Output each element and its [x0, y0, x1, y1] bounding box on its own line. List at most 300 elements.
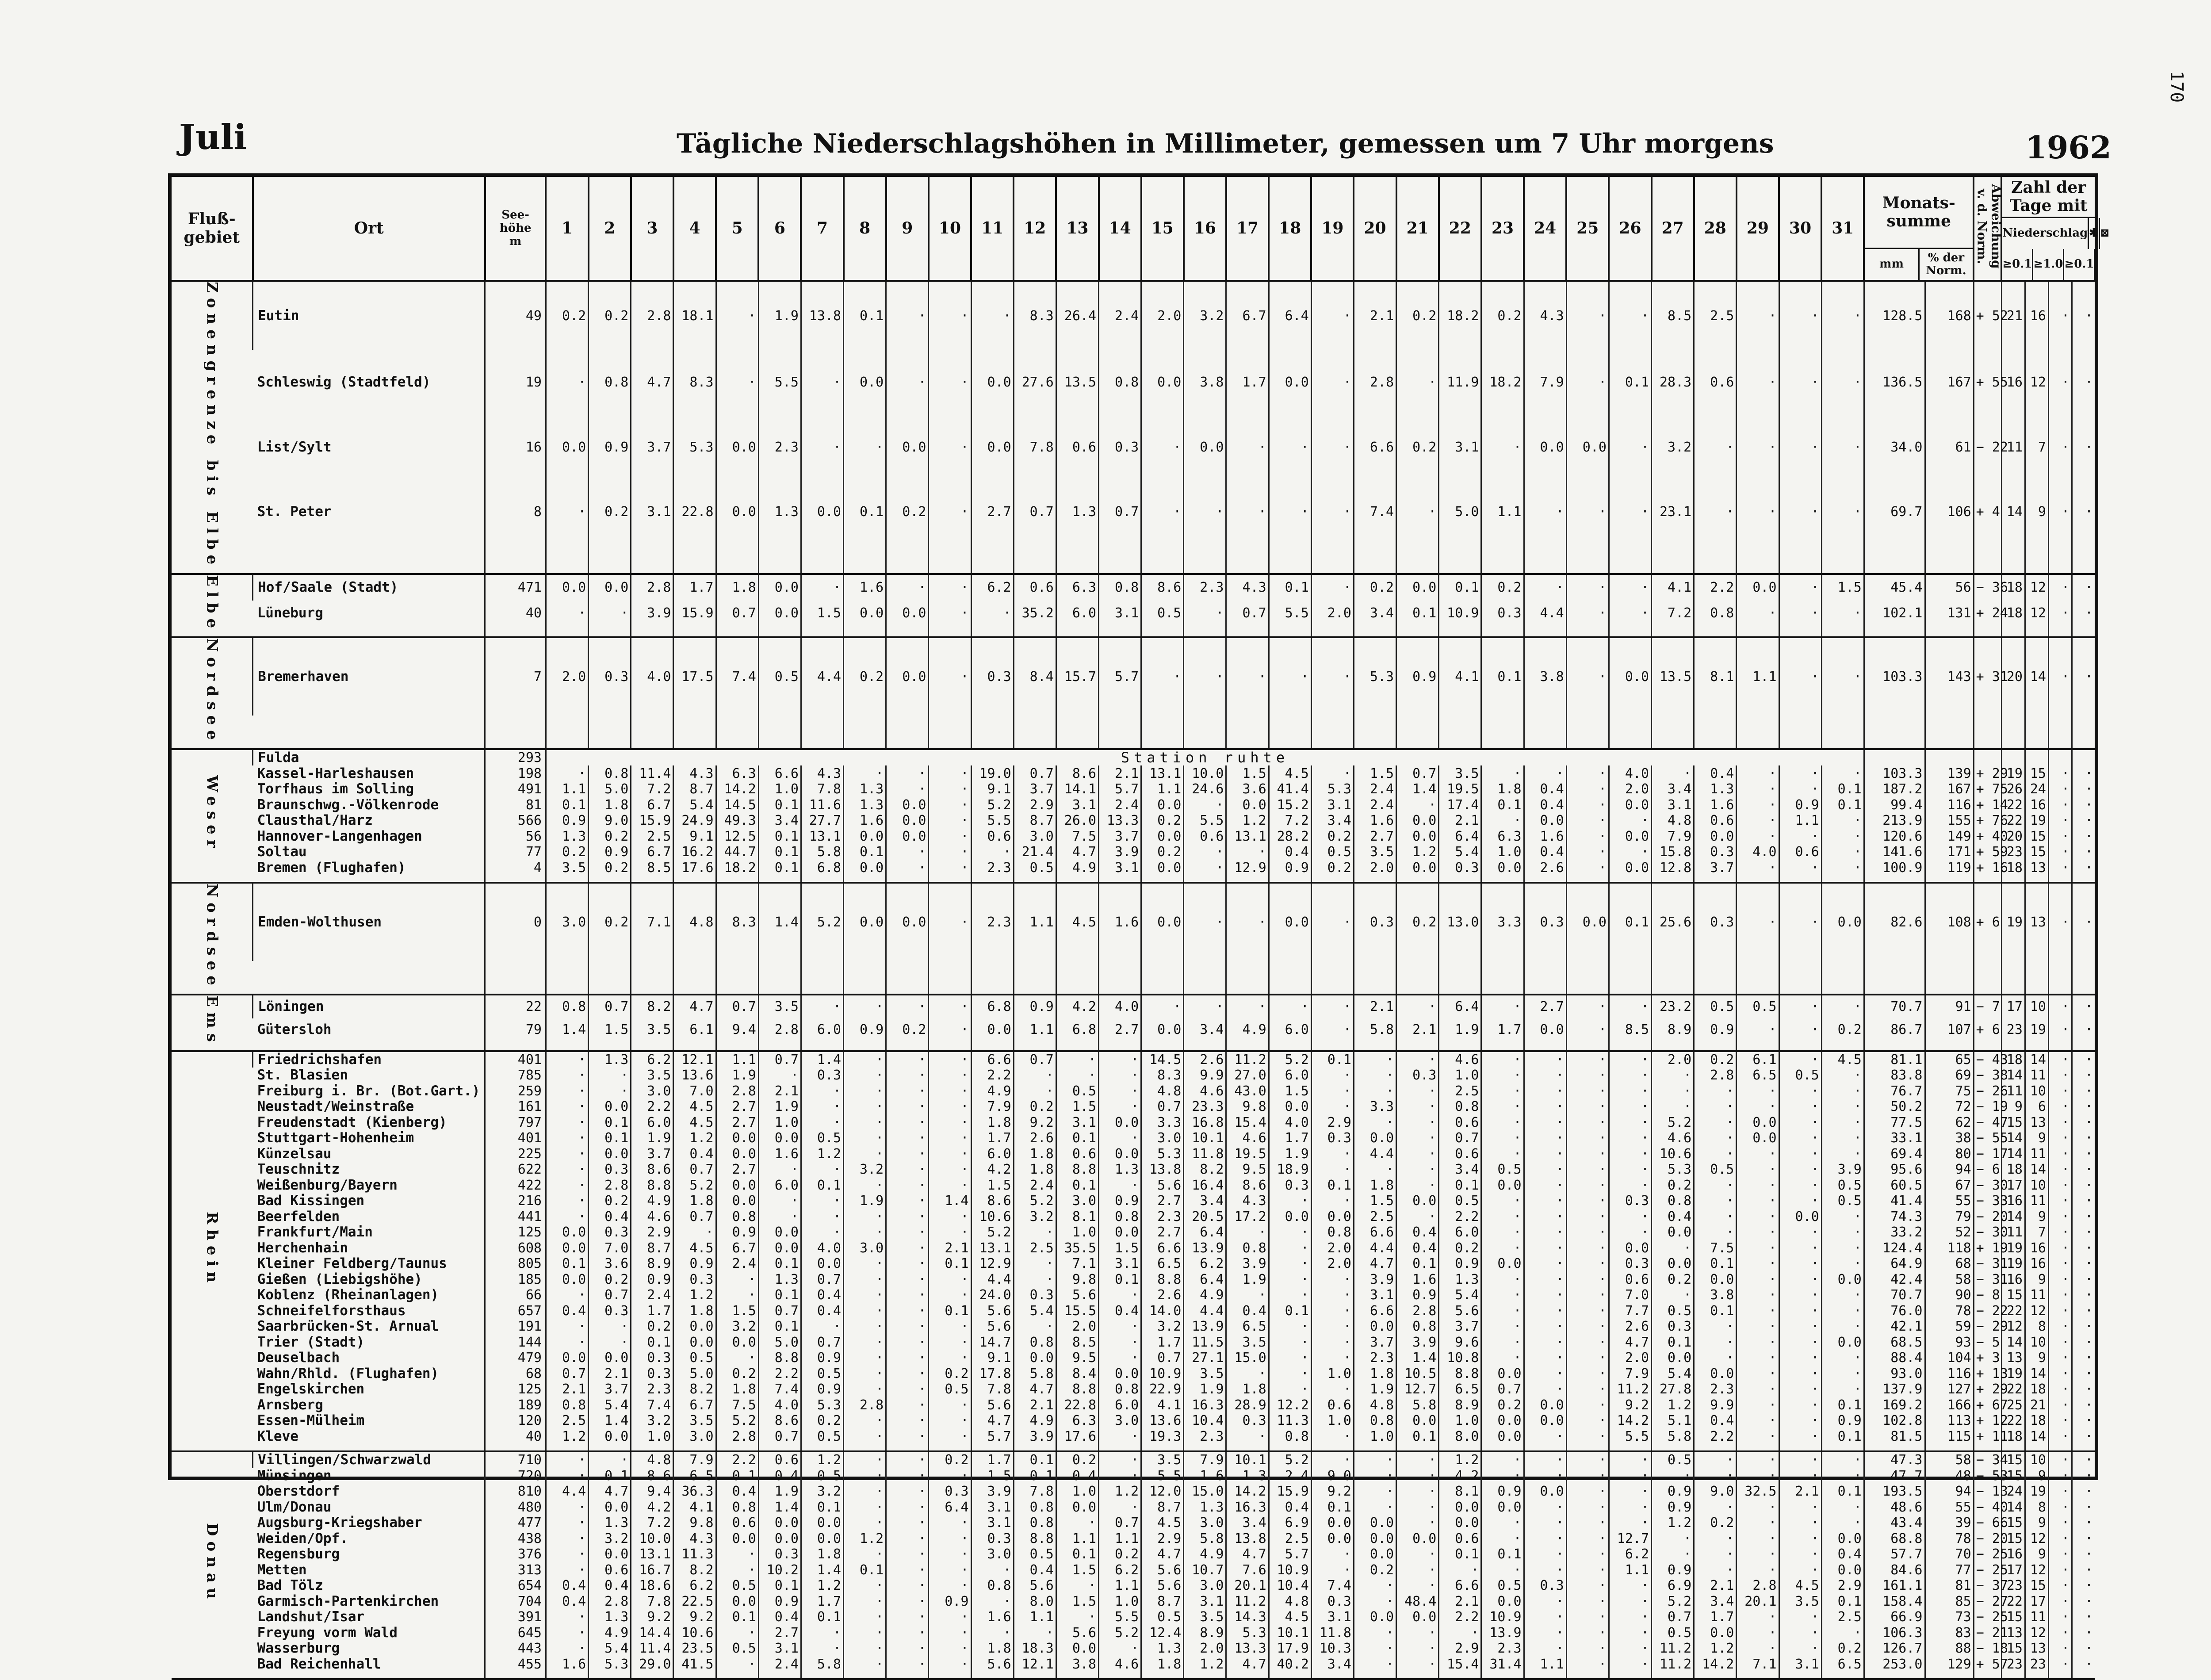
day-value-25: · [1566, 1303, 1609, 1319]
day-value-1: 1.4 [546, 1018, 588, 1041]
day-value-3: 4.9 [631, 1193, 673, 1209]
spacer-cell [2025, 544, 2048, 574]
days-count-3: · [2048, 1641, 2072, 1657]
day-value-12: 21.4 [1014, 844, 1056, 860]
percent-normal: 139 [1925, 765, 1974, 781]
day-value-2: 3.7 [589, 1382, 631, 1397]
day-value-17: 11.2 [1226, 1051, 1269, 1068]
monthly-sum: 45.4 [1864, 574, 1925, 601]
day-value-15: 3.2 [1141, 1319, 1184, 1335]
day-value-15: 0.0 [1141, 860, 1184, 876]
day-value-21: 0.2 [1396, 281, 1439, 349]
table-row [172, 1641, 2095, 1657]
day-value-24: 0.0 [1524, 1018, 1566, 1041]
days-count-3: · [2048, 1162, 2072, 1178]
day-value-22: 11.9 [1439, 350, 1481, 415]
day-value-9: · [886, 281, 929, 349]
day-value-5: · [716, 350, 758, 415]
spacer-cell [1974, 1444, 2001, 1451]
day-value-30: 3.5 [1779, 1594, 1821, 1610]
day-value-14: 2.4 [1099, 797, 1141, 813]
day-value-21: 0.3 [1396, 1068, 1439, 1083]
spacer-cell [485, 1444, 546, 1451]
day-value-30: · [1779, 1146, 1821, 1162]
day-value-22: 0.0 [1439, 1500, 1481, 1515]
day-value-29: · [1737, 1413, 1779, 1429]
day-value-26: · [1609, 1500, 1651, 1515]
day-value-29: · [1737, 1350, 1779, 1366]
day-value-14: · [1099, 1130, 1141, 1146]
spacer-cell [631, 876, 673, 883]
days-count-1: 11 [2001, 1083, 2025, 1099]
day-value-13: 3.1 [1056, 797, 1098, 813]
days-count-2: 14 [2025, 1051, 2048, 1068]
day-value-6: 2.1 [758, 1083, 801, 1099]
days-count-3: · [2048, 1350, 2072, 1366]
day-value-25: · [1566, 1515, 1609, 1531]
day-value-31: · [1821, 1451, 1864, 1468]
station-name: Gießen (Liebigshöhe) [257, 1271, 422, 1287]
days-count-2: 9 [2025, 1272, 2048, 1288]
spacer-cell [1396, 1444, 1439, 1451]
table-row [172, 1303, 2095, 1319]
day-value-9: 0.0 [886, 828, 929, 844]
day-value-6: 0.0 [758, 1531, 801, 1547]
spacer-cell [1184, 716, 1226, 749]
day-value-17: · [1226, 1366, 1269, 1382]
day-value-25: · [1566, 601, 1609, 626]
day-value-6: 0.0 [758, 1515, 801, 1531]
day-value-5: 2.8 [716, 1429, 758, 1445]
spacer-cell [1184, 1672, 1226, 1679]
day-value-2: 9.0 [589, 813, 631, 829]
gebiet-label: Donau [172, 1451, 253, 1679]
day-value-26: · [1609, 1484, 1651, 1500]
day-value-27: 15.8 [1652, 844, 1694, 860]
day-value-4: 6.1 [673, 1018, 716, 1041]
days-count-1: 14 [2001, 1068, 2025, 1083]
spacer-cell [1779, 876, 1821, 883]
day-value-24: · [1524, 1546, 1566, 1562]
monthly-sum: 88.4 [1864, 1350, 1925, 1366]
day-value-27: · [1652, 1531, 1694, 1547]
day-value-19: 0.3 [1311, 1130, 1354, 1146]
days-count-1: 23 [2001, 844, 2025, 860]
day-value-9: 0.0 [886, 883, 929, 961]
day-value-28: 9.9 [1694, 1397, 1737, 1413]
station-name: Teuschnitz [257, 1161, 340, 1178]
day-value-13: 9.8 [1056, 1272, 1098, 1288]
station-name: Weißenburg/Bayern [257, 1177, 398, 1193]
day-value-22: 2.2 [1439, 1609, 1481, 1625]
percent-normal: 39 [1925, 1515, 1974, 1531]
day-value-2: 1.4 [589, 1413, 631, 1429]
deviation: + 55 [1974, 350, 2001, 415]
day-value-22: 5.4 [1439, 844, 1481, 860]
day-value-31: · [1821, 844, 1864, 860]
day-value-8: · [844, 1500, 886, 1515]
day-value-22: 17.4 [1439, 797, 1481, 813]
day-value-17: 15.4 [1226, 1115, 1269, 1131]
spacer-cell [1269, 1672, 1311, 1679]
spacer-cell [1269, 716, 1311, 749]
day-value-5: 0.0 [716, 1193, 758, 1209]
day-value-14: 2.1 [1099, 765, 1141, 781]
percent-normal: 93 [1925, 1335, 1974, 1351]
days-count-2: 19 [2025, 1018, 2048, 1041]
days-count-2: 12 [2025, 1303, 2048, 1319]
day-value-28: 7.5 [1694, 1240, 1737, 1256]
station-name: Weiden/Opf. [257, 1530, 348, 1546]
day-value-19: 2.0 [1311, 1256, 1354, 1272]
station-elevation: 8 [485, 479, 546, 544]
day-value-24: · [1524, 1240, 1566, 1256]
day-value-8: · [844, 1609, 886, 1625]
day-value-4: 36.3 [673, 1484, 716, 1500]
spacer-cell [546, 1672, 588, 1679]
day-value-10: · [929, 601, 971, 626]
day-value-8: · [844, 1146, 886, 1162]
day-value-15: 13.8 [1141, 1162, 1184, 1178]
day-value-29: 20.1 [1737, 1594, 1779, 1610]
day-value-16: 13.9 [1184, 1319, 1226, 1335]
days-count-4: · [2072, 281, 2095, 349]
day-value-12: 1.8 [1014, 1146, 1056, 1162]
day-value-30: · [1779, 1303, 1821, 1319]
header-ort: Ort [253, 177, 485, 281]
days-count-3: · [2048, 1382, 2072, 1397]
deviation: + 6 [1974, 1018, 2001, 1041]
spacer-cell [1396, 626, 1439, 637]
days-count-1: 18 [2001, 601, 2025, 626]
day-value-15: 0.0 [1141, 1018, 1184, 1041]
day-value-21: · [1396, 1657, 1439, 1672]
day-value-13: 0.6 [1056, 415, 1098, 480]
monthly-sum: 82.6 [1864, 883, 1925, 961]
spacer-cell [1737, 961, 1779, 995]
day-value-26: 2.0 [1609, 781, 1651, 797]
day-value-10: · [929, 1515, 971, 1531]
day-value-16: 3.5 [1184, 1366, 1226, 1382]
spacer-cell [1014, 1444, 1056, 1451]
station-name: Freudenstadt (Kienberg) [257, 1114, 447, 1130]
day-value-10: · [929, 1209, 971, 1225]
deviation: + 29 [1974, 1382, 2001, 1397]
day-value-19: · [1311, 1099, 1354, 1115]
monthly-sum: 120.6 [1864, 828, 1925, 844]
table-row [172, 1451, 2095, 1468]
day-value-25: · [1566, 844, 1609, 860]
day-value-20: 6.6 [1354, 415, 1396, 480]
day-value-12: 0.8 [1014, 1335, 1056, 1351]
spacer-cell [1439, 626, 1481, 637]
days-count-2: 9 [2025, 1350, 2048, 1366]
day-value-3: 18.6 [631, 1578, 673, 1594]
day-value-16: 6.4 [1184, 1225, 1226, 1240]
day-value-13: 0.1 [1056, 1130, 1098, 1146]
day-value-18: 6.4 [1269, 281, 1311, 349]
days-count-1: 14 [2001, 1500, 2025, 1515]
day-value-15: 5.3 [1141, 1146, 1184, 1162]
day-value-23: 1.0 [1481, 844, 1524, 860]
day-value-1: 0.4 [546, 1303, 588, 1319]
day-value-19: 0.1 [1311, 1178, 1354, 1194]
day-value-13: · [1056, 1068, 1098, 1083]
days-count-4: · [2072, 574, 2095, 601]
day-value-2: 0.2 [589, 281, 631, 349]
day-value-19: 0.0 [1311, 1209, 1354, 1225]
spacer-cell [1141, 961, 1184, 995]
day-value-5: 7.5 [716, 1397, 758, 1413]
table-row [172, 1366, 2095, 1382]
days-count-2: 12 [2025, 574, 2048, 601]
day-value-28: · [1694, 1562, 1737, 1578]
spacer-cell [1524, 1672, 1566, 1679]
day-value-23: 18.2 [1481, 350, 1524, 415]
spacer-cell [844, 626, 886, 637]
day-value-16: 11.5 [1184, 1335, 1226, 1351]
day-value-29: 0.0 [1737, 574, 1779, 601]
day-value-24: · [1524, 1272, 1566, 1288]
day-value-16: 3.0 [1184, 1515, 1226, 1531]
day-value-20: 6.6 [1354, 1225, 1396, 1240]
day-value-27: 11.2 [1652, 1641, 1694, 1657]
day-value-12: 8.8 [1014, 1531, 1056, 1547]
day-value-13: 14.1 [1056, 781, 1098, 797]
day-value-17: · [1226, 995, 1269, 1018]
days-count-1: 11 [2001, 415, 2025, 480]
day-value-4: 5.3 [673, 415, 716, 480]
day-value-9: · [886, 1115, 929, 1131]
day-value-25: · [1566, 1500, 1609, 1515]
day-value-16: 3.5 [1184, 1609, 1226, 1625]
day-value-18: · [1269, 1287, 1311, 1303]
day-value-26: · [1609, 1609, 1651, 1625]
spacer-cell [2072, 544, 2095, 574]
spacer-cell [1737, 1041, 1779, 1051]
day-value-5: 0.1 [716, 1468, 758, 1484]
day-value-1: 0.0 [546, 574, 588, 601]
days-count-4: · [2072, 1641, 2095, 1657]
day-value-18: · [1269, 995, 1311, 1018]
day-value-2: 5.4 [589, 1641, 631, 1657]
days-count-3: · [2048, 1625, 2072, 1641]
table-row [172, 1500, 2095, 1515]
day-value-28: · [1694, 1546, 1737, 1562]
day-value-3: 3.7 [631, 415, 673, 480]
day-value-31: · [1821, 1099, 1864, 1115]
days-count-1: 13 [2001, 1625, 2025, 1641]
spacer-cell [758, 1672, 801, 1679]
day-value-18: 1.7 [1269, 1130, 1311, 1146]
spacer-cell [1056, 876, 1098, 883]
day-value-15: · [1141, 637, 1184, 716]
spacer-cell [1694, 1041, 1737, 1051]
gebiet-label: Nordsee [172, 637, 253, 749]
day-value-31: · [1821, 995, 1864, 1018]
station-elevation: 805 [485, 1256, 546, 1272]
day-value-13: 7.1 [1056, 1256, 1098, 1272]
days-count-4: · [2072, 1484, 2095, 1500]
days-count-1: 18 [2001, 1429, 2025, 1445]
spacer-cell [1184, 626, 1226, 637]
days-count-2: 9 [2025, 1546, 2048, 1562]
day-value-22: 2.1 [1439, 813, 1481, 829]
day-value-12: 2.4 [1014, 1178, 1056, 1194]
day-value-1: 0.0 [546, 1350, 588, 1366]
table-row [172, 1209, 2095, 1225]
station-name: Emden-Wolthusen [253, 883, 485, 961]
spacer-cell [1481, 961, 1524, 995]
day-value-6: 8.6 [758, 1413, 801, 1429]
day-value-3: 6.7 [631, 844, 673, 860]
spacer-cell [886, 1444, 929, 1451]
day-value-10: · [929, 1068, 971, 1083]
day-value-27: 7.2 [1652, 601, 1694, 626]
day-value-11: 10.6 [971, 1209, 1014, 1225]
monthly-sum: 99.4 [1864, 797, 1925, 813]
days-count-4: · [2072, 1018, 2095, 1041]
day-value-1: 0.1 [546, 1256, 588, 1272]
spacer-cell [631, 626, 673, 637]
station-name: Bad Kissingen [257, 1193, 365, 1209]
monthly-sum: 69.4 [1864, 1146, 1925, 1162]
day-value-14: 0.8 [1099, 574, 1141, 601]
day-value-20: 0.2 [1354, 574, 1396, 601]
spacer-cell [971, 1444, 1014, 1451]
day-value-28: 0.9 [1694, 1018, 1737, 1041]
days-count-4: · [2072, 1657, 2095, 1672]
station-elevation: 198 [485, 765, 546, 781]
days-count-4: · [2072, 1429, 2095, 1445]
day-value-11: · [971, 1562, 1014, 1578]
day-value-10: · [929, 1083, 971, 1099]
day-value-16: 2.0 [1184, 1641, 1226, 1657]
spacer-cell [1864, 961, 1925, 995]
day-value-8: · [844, 1546, 886, 1562]
station-name: Frankfurt/Main [257, 1224, 373, 1240]
spacer-cell [1269, 626, 1311, 637]
station-name: Essen-Mülheim [257, 1412, 365, 1429]
day-value-31: 0.1 [1821, 797, 1864, 813]
station-elevation: 785 [485, 1068, 546, 1083]
percent-normal: 108 [1925, 883, 1974, 961]
day-value-7: 0.1 [801, 1609, 843, 1625]
day-value-1: 2.5 [546, 1413, 588, 1429]
empty-cell [2048, 749, 2072, 766]
spacer-cell [1821, 1041, 1864, 1051]
day-value-6: 0.3 [758, 1546, 801, 1562]
monthly-sum: 43.4 [1864, 1515, 1925, 1531]
day-value-11: · [971, 1594, 1014, 1610]
day-value-28: 0.4 [1694, 765, 1737, 781]
day-value-15: 5.6 [1141, 1562, 1184, 1578]
day-value-16: 13.9 [1184, 1240, 1226, 1256]
monthly-sum: 106.3 [1864, 1625, 1925, 1641]
day-value-6: 1.9 [758, 1099, 801, 1115]
day-value-26: · [1609, 1146, 1651, 1162]
days-count-2: 19 [2025, 1484, 2048, 1500]
day-value-29: · [1737, 1562, 1779, 1578]
header-day-9: 9 [886, 177, 929, 281]
day-value-24: · [1524, 1366, 1566, 1382]
spacer-cell [589, 716, 631, 749]
gebiet-label: Nordsee [172, 883, 253, 995]
day-value-10: 0.1 [929, 1256, 971, 1272]
day-value-16: 4.9 [1184, 1546, 1226, 1562]
day-value-5: 3.2 [716, 1319, 758, 1335]
day-value-6: 0.9 [758, 1594, 801, 1610]
days-count-3: · [2048, 574, 2072, 601]
day-value-23: 31.4 [1481, 1657, 1524, 1672]
day-value-30: · [1779, 1515, 1821, 1531]
day-value-10: · [929, 479, 971, 544]
day-value-4: 3.5 [673, 1413, 716, 1429]
day-value-11: 0.3 [971, 637, 1014, 716]
day-value-9: · [886, 1099, 929, 1115]
table-row [172, 1287, 2095, 1303]
day-value-12: 1.8 [1014, 1162, 1056, 1178]
day-value-6: 1.4 [758, 883, 801, 961]
days-count-3: · [2048, 1468, 2072, 1484]
day-value-15: 2.0 [1141, 281, 1184, 349]
day-value-20: 5.3 [1354, 637, 1396, 716]
day-value-10: · [929, 1225, 971, 1240]
day-value-7: · [801, 1319, 843, 1335]
day-value-23: · [1481, 1515, 1524, 1531]
day-value-25: · [1566, 797, 1609, 813]
day-value-2: 1.3 [589, 1609, 631, 1625]
day-value-18: 17.9 [1269, 1641, 1311, 1657]
day-value-18: 41.4 [1269, 781, 1311, 797]
day-value-20: 1.5 [1354, 1193, 1396, 1209]
day-value-19: · [1311, 1382, 1354, 1397]
day-value-16: 15.0 [1184, 1484, 1226, 1500]
days-count-2: 16 [2025, 1256, 2048, 1272]
day-value-20: 0.3 [1354, 883, 1396, 961]
days-count-4: · [2072, 995, 2095, 1018]
day-value-27: 7.9 [1652, 828, 1694, 844]
day-value-8: · [844, 995, 886, 1018]
days-count-2: 11 [2025, 1068, 2048, 1083]
spacer-cell [1311, 544, 1354, 574]
day-value-9: · [886, 1451, 929, 1468]
day-value-1: 2.0 [546, 637, 588, 716]
header-zahl-der-tage: Zahl der Tage mit Niederschlag ✱ ⊠ ≥0.1 ≥1.0 ≥0.1 [2001, 177, 2095, 281]
day-value-18: · [1269, 1382, 1311, 1397]
day-value-20: 0.0 [1354, 1130, 1396, 1146]
spacer-cell [2048, 1041, 2072, 1051]
day-value-18: 2.5 [1269, 1531, 1311, 1547]
spacer-cell [1226, 1041, 1269, 1051]
spacer-cell [253, 1041, 485, 1051]
day-value-18: 40.2 [1269, 1657, 1311, 1672]
day-value-8: · [844, 1225, 886, 1240]
spacer-cell [253, 1444, 485, 1451]
day-value-17: 1.9 [1226, 1272, 1269, 1288]
day-value-2: 0.3 [589, 1225, 631, 1240]
day-value-19: 0.5 [1311, 844, 1354, 860]
day-value-24: 2.6 [1524, 860, 1566, 876]
day-value-21: · [1396, 1484, 1439, 1500]
day-value-15: 3.0 [1141, 1130, 1184, 1146]
days-count-3: · [2048, 1609, 2072, 1625]
day-value-26: · [1609, 601, 1651, 626]
day-value-17: · [1226, 415, 1269, 480]
day-value-17: 6.7 [1226, 281, 1269, 349]
day-value-8: 0.1 [844, 479, 886, 544]
day-value-10: · [929, 1562, 971, 1578]
